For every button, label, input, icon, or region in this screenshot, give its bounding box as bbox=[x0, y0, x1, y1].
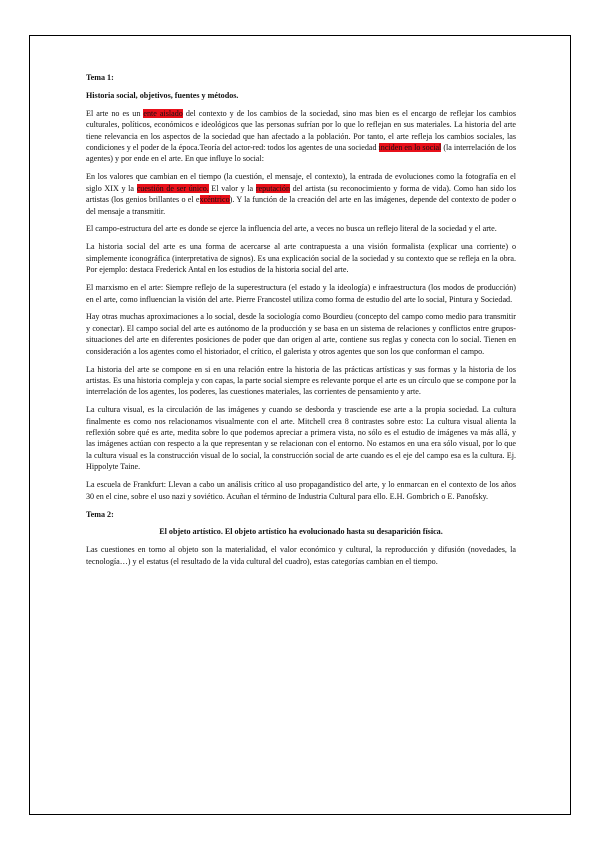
section-title-2: El objeto artístico. El objeto artístico ha evolucionado hasta su desaparición física. bbox=[159, 527, 443, 537]
paragraph-9: La escuela de Frankfurt: Llevan a cabo un análisis crítico al uso propagandístico del arte, y lo enmarcan en el contexto de los años 30 en el cine, sobre el uso nazi y soviético. Acuñan el término de Industria Cultural para ello. E.H. Gombrich o E. Panofsky. bbox=[86, 480, 516, 501]
highlighted-text: reputación bbox=[255, 183, 290, 193]
highlighted-text: inciden en lo social bbox=[378, 143, 442, 153]
section-heading-tema-2 bbox=[86, 509, 516, 520]
text-run: El arte no es un bbox=[86, 108, 144, 118]
paragraph-10: Las cuestiones en torno al objeto son la materialidad, el valor económico y cultural, la reproducción y difusión (novedades, la tecnología…) y el estatus (el resultado de la vida cultural del cuadro), estas categorías cambian en el tiempo. bbox=[86, 545, 516, 566]
text-run: del artista (su reconocimiento y forma de vida). Como han sido los artistas (los genios brillantes o el e bbox=[86, 183, 517, 205]
tema-label: Tema 2 bbox=[86, 509, 112, 519]
paragraph-1 bbox=[86, 108, 516, 165]
text-run: (la interrelación de los agentes) y por ende en el arte. En que influye lo social: bbox=[86, 143, 516, 164]
paragraph-4: La historia social del arte es una forma de acercarse al arte contrapuesta a una visión formalista (explicar una corriente) o simplemente iconográfica (interpretativa de signos). Es una explicación social de la sociedad y su contexto que se refleja en la obra. Por ejemplo: destaca Frederick Antal en los estudios de la historia social del arte. bbox=[86, 242, 516, 275]
highlighted-text: cuestión de ser único. bbox=[136, 183, 209, 193]
section-title-1: Historia social, objetivos, fuentes y métodos. bbox=[86, 90, 239, 100]
text-run: El valor y la bbox=[208, 183, 256, 193]
paragraph-2 bbox=[86, 171, 516, 217]
document-body bbox=[86, 72, 516, 574]
paragraph-8: La cultura visual, es la circulación de las imágenes y cuando se desborda y trasciende ese arte a la propia sociedad. La cultura finalmente es como nos relacionamos visualmente con el arte. Mitchell crea 8 contrastes sobre esto: La cultura visual alienta la reflexión sobre qué es arte, medita sobre lo que podemos apreciar a primera vista, no sólo es el estudio de imágenes va más allá, y las imágenes actúan con respecto a la que representan y se relacionan con el entorno. No estamos en una era sólo visual, por lo que la cultura visual es la construcción visual de lo social, la construcción social de arte cuando es el eje del campo esa es la cultura. Ej. Hippolyte Taine. bbox=[86, 405, 516, 472]
text-run: ). Y la función de la creación del arte en las imágenes, depende del contexto de poder o del mensaje a transmitir. bbox=[86, 195, 516, 216]
highlighted-text: ente aislado bbox=[143, 108, 183, 118]
text-run: En los valores que cambian en el tiempo (la cuestión, el mensaje, el contexto), la entrada de evoluciones como la fotografía en el siglo XIX y la bbox=[86, 172, 516, 193]
highlighted-text: xcéntrico bbox=[199, 195, 230, 205]
paragraph-5: El marxismo en el arte: Siempre reflejo de la superestructura (el estado y la ideología) e infraestructura (los modos de producción) en el arte, como influencian la visión del arte. Pierre Francostel utiliza como forma de estudio del arte lo social, Pintura y Sociedad. bbox=[86, 283, 516, 304]
tema-label: Tema 1 bbox=[86, 73, 112, 82]
text-run: del contexto y de los cambios de la sociedad, sino mas bien es el encargo de reflejar los cambios culturales, políticos, económicos e ideológicos que las personas sufrían por lo que lo reflejan en sus materiales. La historia del arte tiene relevancia en los aspectos de la sociedad que han afectado a la población. Por tanto, el arte refleja los cambios sociales, las condiciones y el poder de la época.Teoría del actor-red: todos los agentes de una sociedad bbox=[86, 108, 516, 153]
tema-suffix: : bbox=[111, 509, 114, 519]
paragraph-3: El campo-estructura del arte es donde se ejerce la influencia del arte, a veces no busca un reflejo literal de la sociedad y el arte. bbox=[86, 224, 497, 234]
section-heading-tema-1 bbox=[86, 72, 516, 83]
paragraph-6: Hay otras muchas aproximaciones a lo social, desde la sociología como Bourdieu (concepto del campo como medio para transmitir y conectar). El campo social del arte es autónomo de la producción y se basa en un sistema de relaciones y conflictos entre grupos-situaciones del arte en diferentes posiciones de poder que dan origen al arte, contiene sus reglas y conecta con lo social. Tienen en consideración a los agentes como el historiador, el crítico, el galerista y otros agentes que son los que conforman el campo. bbox=[86, 312, 516, 356]
tema-suffix: : bbox=[111, 73, 114, 82]
paragraph-7: La historia del arte se compone en si en una relación entre la historia de las prácticas artísticas y sus formas y la historia de los artistas. Es una historia compleja y con capas, la parte social siempre es relevante porque el arte es un círculo que se compone por la interrelación de los agentes, los poderes, las cuestiones materiales, las corrientes de pensamiento y arte. bbox=[86, 364, 516, 397]
